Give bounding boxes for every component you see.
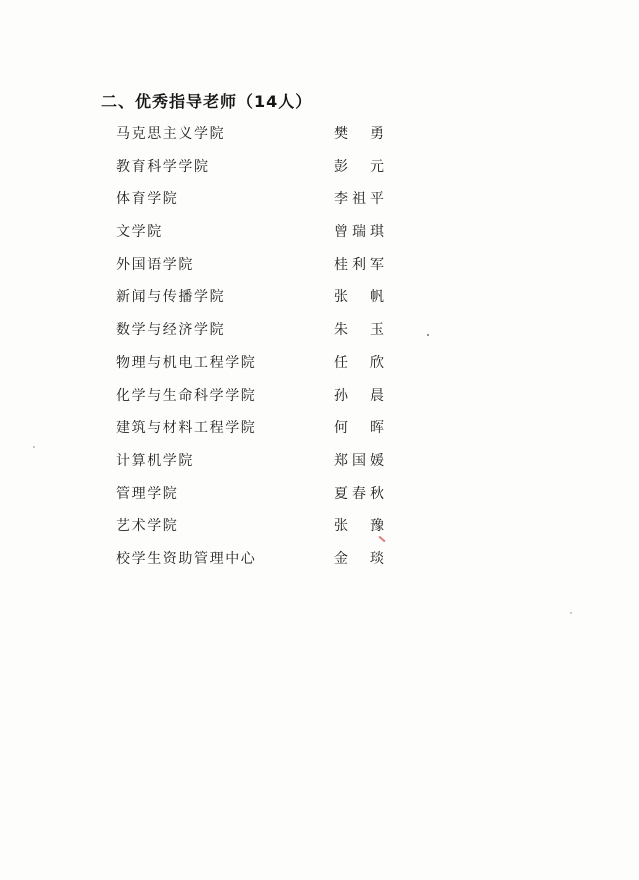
- college-name: 文学院: [116, 224, 163, 241]
- college-name: 马克思主义学院: [116, 126, 226, 142]
- teacher-name: 樊勇: [334, 126, 384, 142]
- college-name: 建筑与材料工程学院: [116, 420, 257, 437]
- teacher-name: 夏春秋: [334, 485, 384, 502]
- teacher-name: 桂利军: [334, 256, 384, 273]
- teacher-name: 朱玉: [334, 322, 384, 339]
- list-item: [116, 216, 416, 249]
- list-item: [116, 445, 416, 478]
- teacher-name: 彭元: [334, 158, 384, 175]
- list-item: [116, 151, 416, 184]
- list-item: [116, 478, 416, 511]
- list-item: [116, 281, 416, 314]
- college-name: 艺术学院: [116, 518, 179, 535]
- list-item: [116, 118, 416, 151]
- college-name: 外国语学院: [116, 256, 194, 273]
- teacher-name: 孙晨: [334, 387, 384, 404]
- list-item: [116, 412, 416, 445]
- teacher-name: 张帆: [334, 289, 384, 306]
- teacher-name: 何晖: [334, 420, 384, 437]
- list-item: [116, 347, 416, 380]
- college-name: 教育科学学院: [116, 158, 210, 175]
- teacher-name: 郑国媛: [334, 452, 384, 469]
- college-name: 数学与经济学院: [116, 322, 226, 339]
- list-item: [116, 543, 416, 576]
- college-name: 新闻与传播学院: [116, 289, 226, 306]
- scan-speck: [427, 334, 429, 336]
- list-item: [116, 183, 416, 216]
- list-item: [116, 510, 416, 543]
- section-heading: 二、优秀指导老师（14人）: [101, 92, 313, 111]
- teacher-name: 曾瑞琪: [334, 224, 384, 241]
- list-item: [116, 314, 416, 347]
- teacher-name: 任欣: [334, 354, 384, 371]
- list-item: [116, 249, 416, 282]
- scan-speck: [33, 446, 35, 448]
- award-list: [116, 118, 416, 576]
- list-item: [116, 380, 416, 413]
- teacher-name: 李祖平: [334, 191, 384, 208]
- college-name: 计算机学院: [116, 452, 194, 469]
- college-name: 体育学院: [116, 191, 179, 208]
- college-name: 化学与生命科学学院: [116, 387, 257, 404]
- teacher-name: 张豫: [334, 518, 384, 535]
- scan-speck: [570, 612, 572, 614]
- college-name: 管理学院: [116, 485, 179, 502]
- college-name: 物理与机电工程学院: [116, 354, 257, 371]
- college-name: 校学生资助管理中心: [116, 550, 257, 567]
- teacher-name: 金琰: [334, 550, 384, 567]
